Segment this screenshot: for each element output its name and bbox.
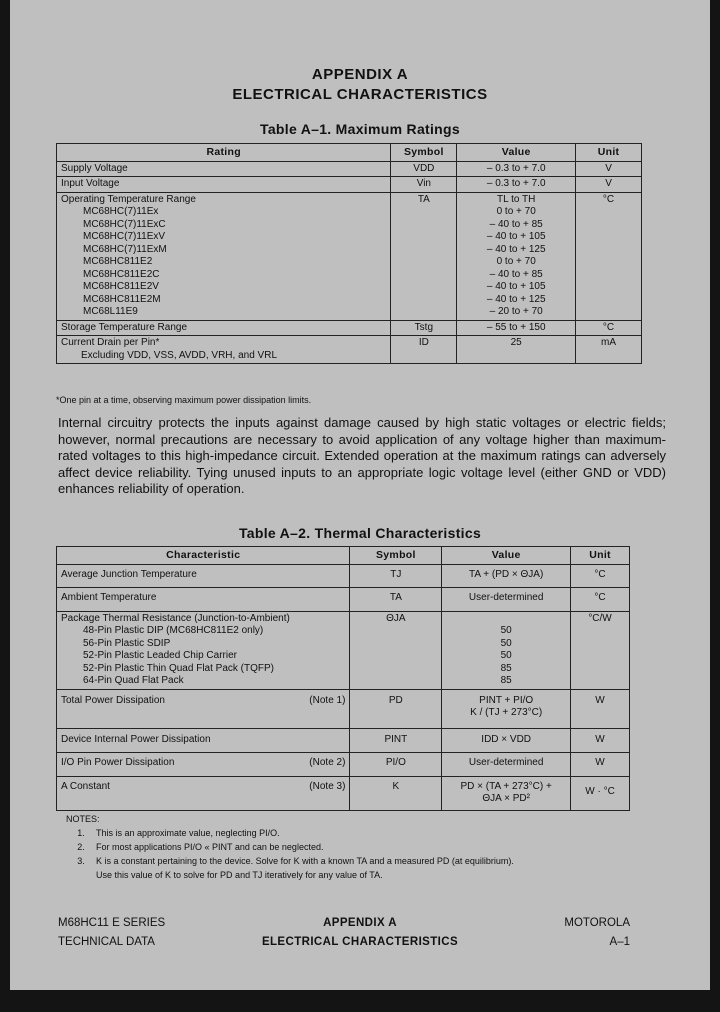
table-row: Storage Temperature Range Tstg – 55 to + 150 °C xyxy=(57,320,642,336)
table-row: Ambient Temperature TA User-determined °C xyxy=(57,588,630,612)
table-row: Device Internal Power Dissipation PINT IDD × VDD W xyxy=(57,728,630,753)
footer-center: APPENDIX A ELECTRICAL CHARACTERISTICS xyxy=(261,917,459,948)
table1-footnote: *One pin at a time, observing maximum power dissipation limits. xyxy=(56,395,312,405)
table2-header-characteristic: Characteristic xyxy=(57,547,350,565)
document-page xyxy=(10,0,710,990)
table-row: Total Power Dissipation (Note 1) PD PINT + PI/O K / (TJ + 273°C) W xyxy=(57,689,630,728)
table-row: Average Junction Temperature TJ TA + (PD × ΘJA) °C xyxy=(57,564,630,588)
table-row: A Constant (Note 3) K PD × (TA + 273°C) + ΘJA × PD² W · °C xyxy=(57,776,630,810)
table-row: Operating Temperature Range MC68HC(7)11Ex MC68HC(7)11ExC MC68HC(7)11ExV MC68HC(7)11ExM MC68HC811E2 MC68HC811E2C MC68HC811E2V MC68HC811E2M MC68L11E9 TA TL to TH 0 to + 70 – 40 to + 85 – 40 to + 105 – 40 to + 125 0 to + 70 – 40 to + 85 – 40 to + 105 – 40 to + 125 – 20 to + 70 °C xyxy=(57,192,642,320)
table2-header-unit: Unit xyxy=(571,547,630,565)
table-row: Input Voltage Vin – 0.3 to + 7.0 V xyxy=(57,177,642,193)
table-row: Supply Voltage VDD – 0.3 to + 7.0 V xyxy=(57,161,642,177)
table1-header-rating: Rating xyxy=(57,144,391,162)
table1-header-symbol: Symbol xyxy=(391,144,457,162)
table-row: Package Thermal Resistance (Junction-to-Ambient) 48-Pin Plastic DIP (MC68HC811E2 only) 56-Pin Plastic SDIP 52-Pin Plastic Leaded Chip Carrier 52-Pin Plastic Thin Quad Flat Pack (TQFP) 64-Pin Quad Flat Pack ΘJA 50 50 50 85 85 °C/W xyxy=(57,611,630,689)
footer-left: M68HC11 E SERIES TECHNICAL DATA xyxy=(58,917,166,948)
table-row: I/O Pin Power Dissipation (Note 2) PI/O User-determined W xyxy=(57,753,630,777)
body-paragraph: Internal circuitry protects the inputs against damage caused by high static voltages or electric fields; however, normal precautions are necessary to avoid application of any voltage higher than maximum-rated voltages to this high-impedance circuit. Extended operation at the maximum ratings can adversely affect device reliability. Tying unused inputs to an appropriate logic voltage level (either GND or VDD) enhances reliability of operation. xyxy=(58,415,666,496)
table2-caption: Table A–2. Thermal Characteristics xyxy=(238,525,482,541)
table2-notes: NOTES: 1. This is an approximate value, neglecting PI/O. 2. For most applications PI/O « PINT and can be neglected. 3. K is a constant pertaining to the device. Solve for K with a known TA and a measured PD (at equilibrium). Use this value of K to solve for PD and TJ iteratively for any value of TA. xyxy=(66,814,514,880)
maximum-ratings-table xyxy=(56,143,642,364)
table2-header-value: Value xyxy=(442,547,571,565)
table-row: Current Drain per Pin* Excluding VDD, VSS, AVDD, VRH, and VRL ID 25 mA xyxy=(57,336,642,364)
appendix-subtitle: ELECTRICAL CHARACTERISTICS xyxy=(232,86,488,103)
table2-header-symbol: Symbol xyxy=(350,547,442,565)
appendix-title: APPENDIX A xyxy=(311,66,409,83)
thermal-characteristics-table xyxy=(56,546,630,811)
table1-header-value: Value xyxy=(457,144,576,162)
footer-right: MOTOROLA A–1 xyxy=(564,917,630,948)
table1-header-unit: Unit xyxy=(576,144,642,162)
table1-caption: Table A–1. Maximum Ratings xyxy=(260,121,460,137)
